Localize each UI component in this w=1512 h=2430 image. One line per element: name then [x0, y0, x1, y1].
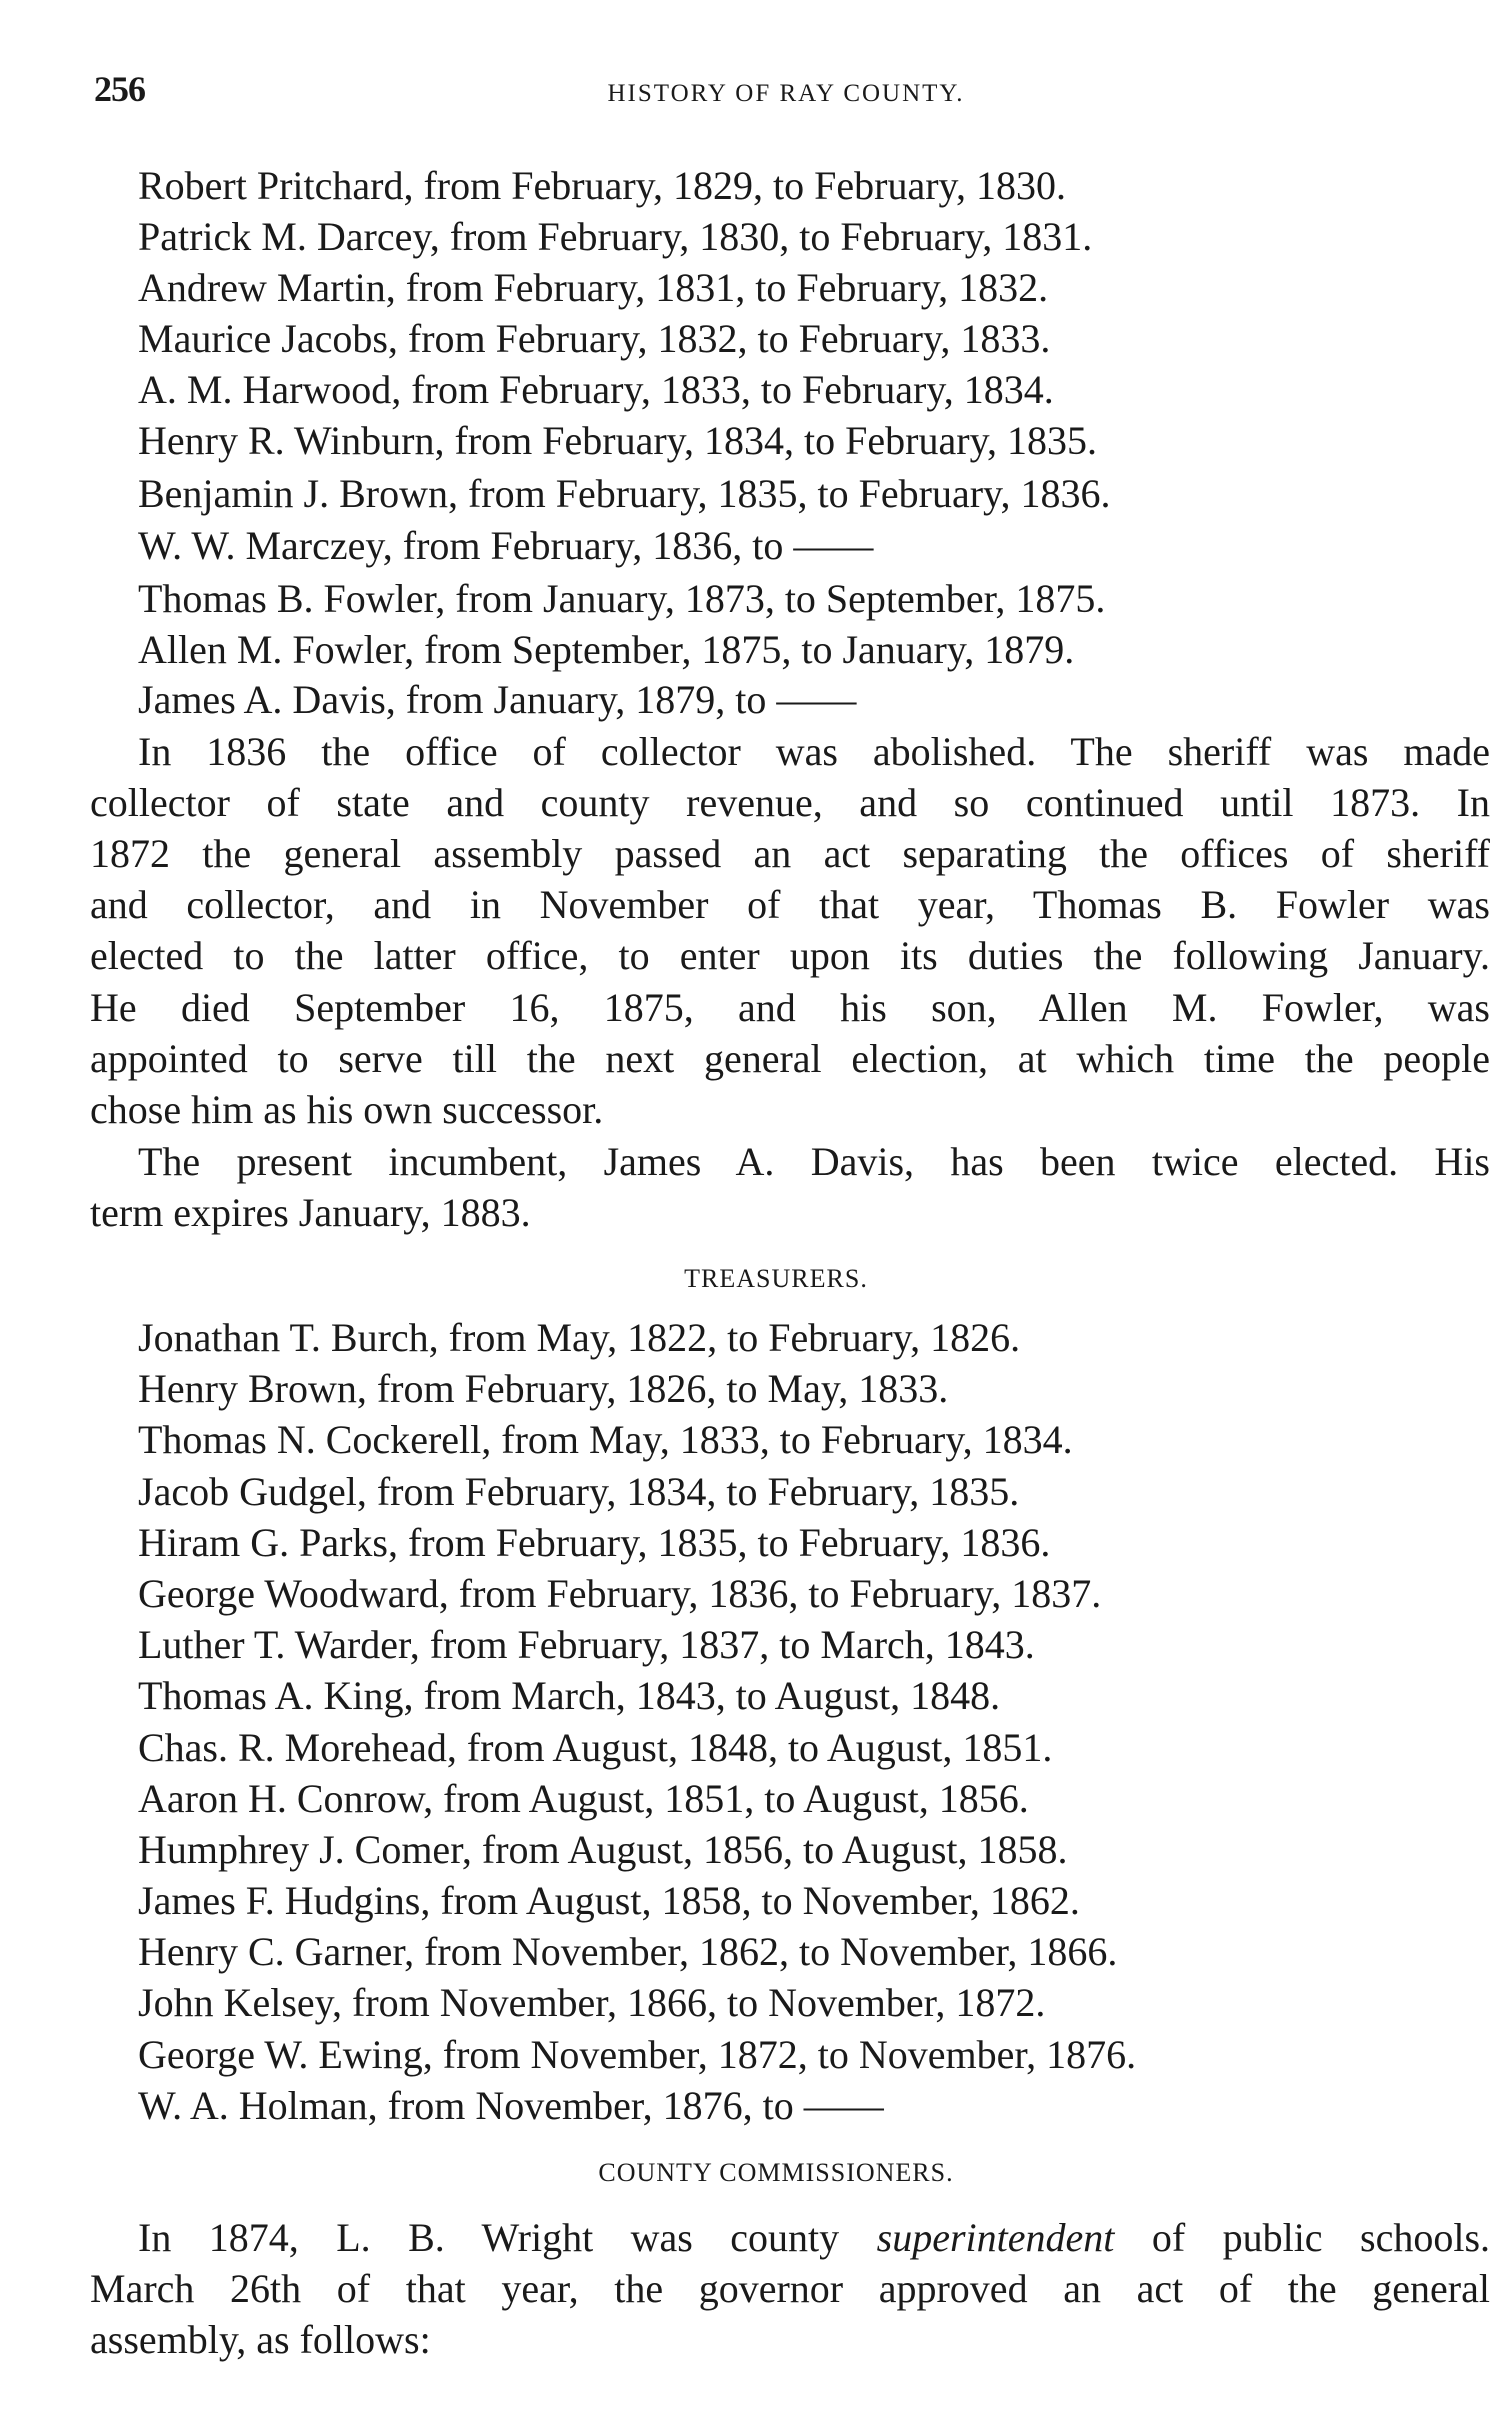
paragraph-line: chose him as his own successor. [90, 1087, 604, 1132]
paragraph-line: assembly, as follows: [90, 2317, 431, 2362]
list-item: John Kelsey, from November, 1866, to November, 1872. [138, 1980, 1046, 2025]
list-item: James A. Davis, from January, 1879, to —— [138, 677, 857, 722]
list-item: George W. Ewing, from November, 1872, to November, 1876. [138, 2032, 1137, 2077]
text-span: of public schools. [1151, 2215, 1491, 2260]
list-item: George Woodward, from February, 1836, to February, 1837. [138, 1571, 1102, 1616]
paragraph-line: and collector, and in November of that year, Thomas B. Fowler was [90, 882, 1490, 927]
paragraph-line: appointed to serve till the next general election, at which time the people [90, 1036, 1490, 1081]
paragraph-line: collector of state and county revenue, and so continued until 1873. In [90, 780, 1490, 825]
list-item: Thomas B. Fowler, from January, 1873, to September, 1875. [138, 576, 1106, 621]
list-item: Henry C. Garner, from November, 1862, to November, 1866. [138, 1929, 1118, 1974]
list-item: Henry R. Winburn, from February, 1834, to February, 1835. [138, 418, 1097, 463]
italic-term: superintendent [876, 2215, 1115, 2260]
section-heading-county-commissioners: COUNTY COMMISSIONERS. [598, 2158, 954, 2187]
paragraph-line: The present incumbent, James A. Davis, has been twice elected. His [138, 1139, 1490, 1184]
list-item: A. M. Harwood, from February, 1833, to February, 1834. [138, 367, 1054, 412]
list-item: Aaron H. Conrow, from August, 1851, to August, 1856. [138, 1776, 1029, 1821]
paragraph-line: term expires January, 1883. [90, 1190, 531, 1235]
running-head: HISTORY OF RAY COUNTY. [607, 80, 965, 107]
paragraph-line: In 1836 the office of collector was abolished. The sheriff was made [138, 729, 1490, 774]
list-item: W. W. Marczey, from February, 1836, to —— [138, 523, 874, 568]
list-item: Allen M. Fowler, from September, 1875, to January, 1879. [138, 627, 1075, 672]
list-item: Maurice Jacobs, from February, 1832, to February, 1833. [138, 316, 1051, 361]
list-item: W. A. Holman, from November, 1876, to —— [138, 2083, 884, 2128]
list-item: Andrew Martin, from February, 1831, to February, 1832. [138, 265, 1049, 310]
list-item: Chas. R. Morehead, from August, 1848, to August, 1851. [138, 1725, 1053, 1770]
text-span: In 1874, L. B. Wright was county [138, 2215, 840, 2260]
list-item: Thomas N. Cockerell, from May, 1833, to February, 1834. [138, 1417, 1073, 1462]
paragraph-line: elected to the latter office, to enter upon its duties the following January. [90, 933, 1490, 978]
list-item: Thomas A. King, from March, 1843, to August, 1848. [138, 1673, 1001, 1718]
list-item: Benjamin J. Brown, from February, 1835, to February, 1836. [138, 471, 1111, 516]
list-item: Robert Pritchard, from February, 1829, to February, 1830. [138, 163, 1066, 208]
list-item: Luther T. Warder, from February, 1837, to March, 1843. [138, 1622, 1035, 1667]
list-item: Henry Brown, from February, 1826, to May, 1833. [138, 1366, 949, 1411]
paragraph-line: He died September 16, 1875, and his son, Allen M. Fowler, was [90, 985, 1490, 1030]
list-item: Jacob Gudgel, from February, 1834, to February, 1835. [138, 1469, 1020, 1514]
list-item: Jonathan T. Burch, from May, 1822, to February, 1826. [138, 1315, 1021, 1360]
section-heading-treasurers: TREASURERS. [684, 1264, 868, 1293]
list-item: James F. Hudgins, from August, 1858, to November, 1862. [138, 1878, 1080, 1923]
paragraph-line: 1872 the general assembly passed an act separating the offices of sheriff [90, 831, 1490, 876]
list-item: Humphrey J. Comer, from August, 1856, to August, 1858. [138, 1827, 1068, 1872]
list-item: Hiram G. Parks, from February, 1835, to February, 1836. [138, 1520, 1051, 1565]
paragraph-line: March 26th of that year, the governor approved an act of the general [90, 2266, 1490, 2311]
page-number: 256 [94, 69, 145, 109]
paragraph-line [138, 2212, 1490, 2263]
list-item: Patrick M. Darcey, from February, 1830, to February, 1831. [138, 214, 1093, 259]
